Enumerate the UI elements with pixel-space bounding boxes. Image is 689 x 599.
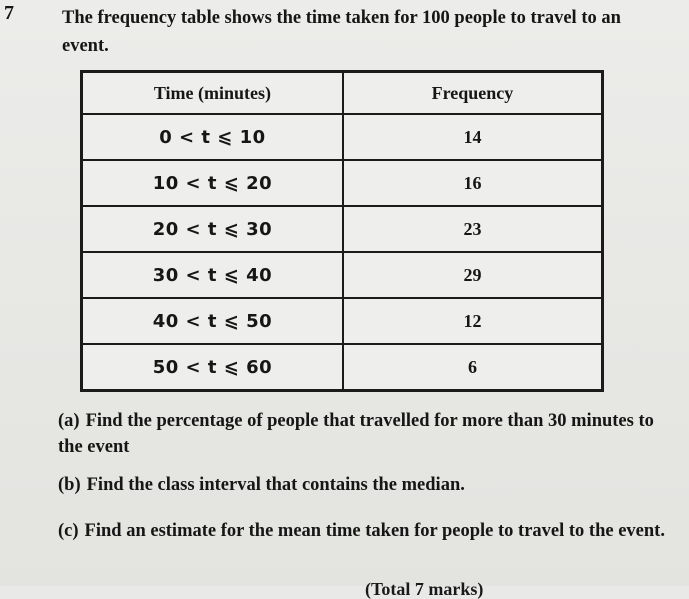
interval-cell: 50 < t ⩽ 60 [82, 344, 343, 391]
interval-cell: 30 < t ⩽ 40 [82, 252, 343, 298]
frequency-cell: 23 [343, 206, 603, 252]
frequency-cell: 6 [343, 344, 603, 391]
part-a-text: Find the percentage of people that travelled for more than 30 minutes to the event [58, 411, 654, 457]
interval-cell: 20 < t ⩽ 30 [82, 206, 343, 252]
header-time: Time (minutes) [82, 72, 343, 115]
table-row [82, 252, 603, 298]
header-frequency: Frequency [343, 72, 603, 115]
question-number: 7 [4, 2, 14, 24]
interval-cell: 10 < t ⩽ 20 [82, 160, 343, 206]
frequency-cell: 12 [343, 298, 603, 344]
total-marks-text: (Total 7 marks) [365, 579, 484, 599]
frequency-table [80, 70, 604, 392]
table-row [82, 344, 603, 391]
part-c-text: Find an estimate for the mean time taken for people to travel to the event. [84, 521, 665, 541]
table-row [82, 298, 603, 344]
table-row [82, 114, 603, 160]
interval-cell: 40 < t ⩽ 50 [82, 298, 343, 344]
frequency-cell: 16 [343, 160, 603, 206]
frequency-cell: 14 [343, 114, 603, 160]
total-marks-partial [365, 576, 655, 599]
part-a-label: (a) [58, 411, 80, 431]
frequency-cell: 29 [343, 252, 603, 298]
part-b-label: (b) [58, 475, 81, 495]
table-row [82, 160, 603, 206]
table-row [82, 206, 603, 252]
question-intro: The frequency table shows the time taken for 100 people to travel to an event. [62, 8, 621, 56]
question-part-a [58, 408, 678, 460]
question-part-c [58, 518, 678, 544]
part-c-label: (c) [58, 521, 79, 541]
part-b-text: Find the class interval that contains the median. [86, 475, 465, 495]
interval-cell: 0 < t ⩽ 10 [82, 114, 343, 160]
question-part-b [58, 472, 678, 498]
table-header-row [82, 72, 603, 115]
